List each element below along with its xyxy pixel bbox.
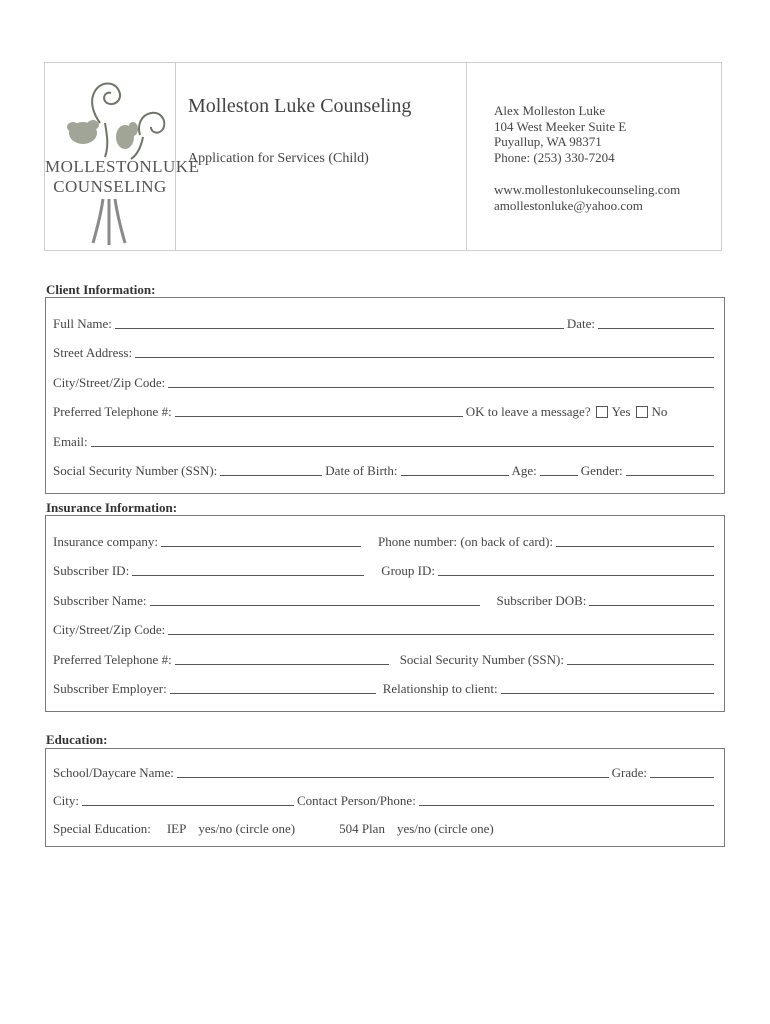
iep-choice[interactable]: yes/no (circle one) [198, 821, 296, 836]
contact-street: 104 West Meeker Suite E [494, 118, 627, 134]
special-ed-row [53, 819, 717, 837]
contact-cell [467, 63, 721, 250]
insurance-info-box [45, 515, 725, 712]
insurance-phone-field[interactable] [556, 545, 714, 547]
subscriber-name-row [53, 591, 717, 609]
dob-field[interactable] [401, 474, 509, 476]
city-row [53, 373, 717, 391]
org-name: Molleston Luke Counseling [188, 95, 412, 117]
subscriber-name-field[interactable] [150, 604, 480, 606]
insurance-company-label: Insurance company: [53, 534, 159, 549]
gender-field[interactable] [626, 474, 714, 476]
insurance-city-field[interactable] [168, 633, 714, 635]
ssn-label: Social Security Number (SSN): [53, 463, 218, 478]
group-id-field[interactable] [438, 574, 714, 576]
school-field[interactable] [177, 776, 609, 778]
logo-line-1: MOLLESTONLUKE [45, 157, 200, 176]
education-city-field[interactable] [82, 804, 294, 806]
logo-line-2: COUNSELING [53, 177, 167, 196]
email-row [53, 432, 717, 450]
insurance-company-row [53, 532, 717, 550]
email-field[interactable] [91, 445, 714, 447]
iep-label: IEP [166, 821, 187, 836]
contact-email: amollestonluke@yahoo.com [494, 197, 643, 213]
no-label: No [651, 404, 668, 419]
telephone-label: Preferred Telephone #: [53, 404, 172, 419]
relationship-label: Relationship to client: [382, 681, 498, 696]
client-info-box [45, 297, 725, 494]
age-field[interactable] [540, 474, 578, 476]
full-name-row [53, 314, 717, 332]
city-zip-field[interactable] [168, 386, 714, 388]
education-city-label: City: [53, 793, 80, 808]
email-label: Email: [53, 434, 88, 449]
contact-person-field[interactable] [419, 804, 714, 806]
age-label: Age: [511, 463, 537, 478]
education-city-row [53, 791, 717, 809]
subscriber-id-field[interactable] [132, 574, 364, 576]
insurance-ssn-field[interactable] [567, 663, 714, 665]
telephone-field[interactable] [175, 415, 463, 417]
title-cell [176, 63, 467, 250]
employer-label: Subscriber Employer: [53, 681, 167, 696]
employer-field[interactable] [170, 692, 376, 694]
group-id-label: Group ID: [381, 563, 435, 578]
insurance-company-field[interactable] [161, 545, 361, 547]
education-heading: Education: [46, 732, 108, 747]
insurance-city-row [53, 620, 717, 638]
subscriber-id-label: Subscriber ID: [53, 563, 130, 578]
date-field[interactable] [598, 327, 714, 329]
education-box [45, 748, 725, 847]
dob-label: Date of Birth: [325, 463, 398, 478]
subscriber-dob-field[interactable] [589, 604, 714, 606]
contact-block [494, 103, 680, 213]
client-info-heading: Client Information: [46, 282, 156, 297]
plan504-label: 504 Plan [339, 821, 385, 836]
contact-name: Alex Molleston Luke [494, 103, 606, 118]
insurance-ssn-label: Social Security Number (SSN): [399, 652, 564, 667]
no-checkbox[interactable] [636, 406, 648, 418]
gender-label: Gender: [580, 463, 623, 478]
insurance-city-label: City/Street/Zip Code: [53, 622, 166, 637]
relationship-field[interactable] [501, 692, 714, 694]
school-label: School/Daycare Name: [53, 765, 174, 780]
street-label: Street Address: [53, 345, 133, 360]
contact-city: Puyallup, WA 98371 [494, 134, 602, 149]
yes-label: Yes [611, 404, 631, 419]
subscriber-id-row [53, 561, 717, 579]
insurance-telephone-label: Preferred Telephone #: [53, 652, 172, 667]
grade-field[interactable] [650, 776, 714, 778]
contact-phone: Phone: (253) 330-7204 [494, 149, 615, 165]
city-zip-label: City/Street/Zip Code: [53, 375, 166, 390]
letterhead [44, 62, 722, 251]
ssn-row [53, 461, 717, 479]
subscriber-dob-label: Subscriber DOB: [496, 593, 587, 608]
full-name-label: Full Name: [53, 316, 112, 331]
street-field[interactable] [135, 356, 714, 358]
school-row [53, 763, 717, 781]
full-name-field[interactable] [115, 327, 564, 329]
grade-label: Grade: [611, 765, 647, 780]
ok-message-label: OK to leave a message? [465, 404, 591, 419]
date-label: Date: [566, 316, 595, 331]
ssn-field[interactable] [220, 474, 322, 476]
employer-row [53, 679, 717, 697]
insurance-telephone-row [53, 650, 717, 668]
insurance-info-heading: Insurance Information: [46, 500, 178, 515]
form-title: Application for Services (Child) [188, 151, 369, 166]
special-ed-label: Special Education: [53, 821, 151, 836]
plan504-choice[interactable]: yes/no (circle one) [396, 821, 494, 836]
insurance-telephone-field[interactable] [175, 663, 389, 665]
subscriber-name-label: Subscriber Name: [53, 593, 147, 608]
logo [45, 63, 200, 250]
insurance-phone-label: Phone number: (on back of card): [378, 534, 554, 549]
telephone-row [53, 402, 717, 420]
contact-person-label: Contact Person/Phone: [297, 793, 416, 808]
contact-website: www.mollestonlukecounseling.com [494, 182, 681, 197]
yes-checkbox[interactable] [596, 406, 608, 418]
street-row [53, 343, 717, 361]
